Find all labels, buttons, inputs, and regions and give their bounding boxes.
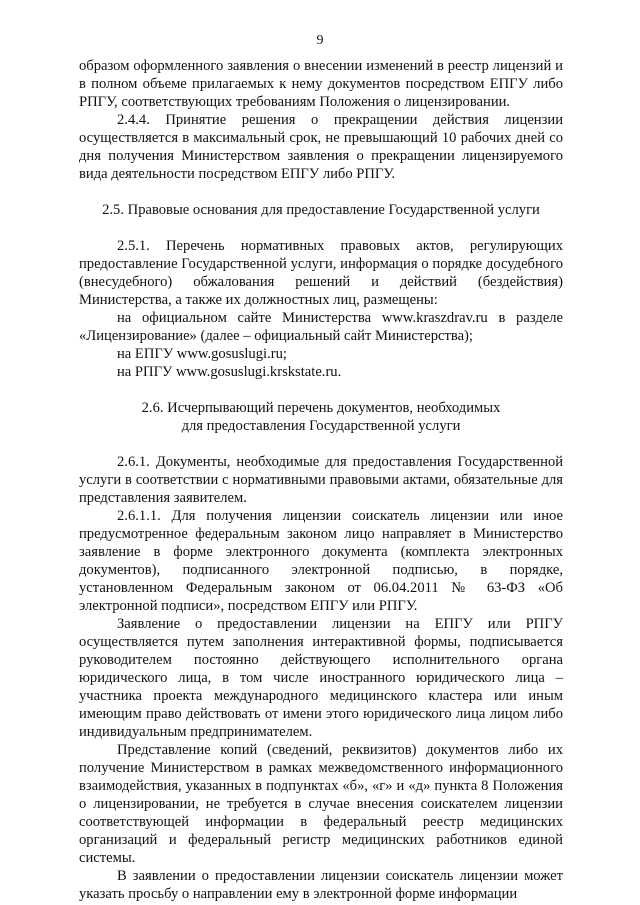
section-heading-line: 2.6. Исчерпывающий перечень документов, необходимых (141, 400, 501, 416)
paragraph-application: Заявление о предоставлении лицензии на ЕПГУ или РПГУ осуществляется путем заполнения интерактивной формы, подписывается руководителем постоянно действующего исполнительного органа юридического лица, в том числе иностранного юридического лица – участника проекта международного медицинского кластера или иным имеющим право действовать от имени этого юридического лица лицом либо индивидуальным предпринимателем. (79, 616, 563, 740)
paragraph-2-6-1-1: 2.6.1.1. Для получения лицензии соискатель лицензии или иное предусмотренное федеральным законом лицо направляет в Министерство заявление в форме электронного документа (комплекта электронных документов), подписанного электронной подписью, в порядке, установленном Федеральным законом от 06.04.2011 № 63-ФЗ «Об электронной подписи», посредством ЕПГУ или РПГУ. (79, 508, 563, 614)
paragraph-copies: Представление копий (сведений, реквизитов) документов либо их получение Министерством в рамках межведомственного информационного взаимодействия, указанных в подпунктах «б», «г» и «д» пункта 8 Положения о лицензировании, не требуется в случае внесения соискателем лицензии соответствующей информации в федеральный реестр медицинских организаций и федеральный регистр медицинских работников единой системы. (79, 742, 563, 866)
section-heading-2-6 (79, 399, 563, 435)
paragraph-2-6-1: 2.6.1. Документы, необходимые для предоставления Государственной услуги в соответствии с нормативными правовыми актами, обязательные для представления заявителем. (79, 454, 563, 506)
section-heading-2-5: 2.5. Правовые основания для предоставление Государственной услуги (102, 202, 540, 218)
paragraph-2-4-4: 2.4.4. Принятие решения о прекращении действия лицензии осуществляется в максимальный срок, не превышающий 10 рабочих дней со дня получения Министерством заявления о прекращении лицензируемого вида деятельности посредством ЕПГУ либо РПГУ. (79, 112, 563, 182)
paragraph-2-5-1: 2.5.1. Перечень нормативных правовых актов, регулирующих предоставление Государственной услуги, информация о порядке досудебного (внесудебного) обжалования решений и действий (бездействия) Министерства, а также их должностных лиц, размещены: (79, 238, 563, 308)
paragraph-rpgu: на РПГУ www.gosuslugi.krskstate.ru. (117, 364, 342, 380)
section-heading-line: для предоставления Государственной услуги (181, 418, 461, 434)
document-body (79, 57, 563, 903)
paragraph-official-site: на официальном сайте Министерства www.kraszdrav.ru в разделе «Лицензирование» (далее – официальный сайт Министерства); (79, 310, 563, 344)
page-number: 9 (316, 33, 324, 48)
paragraph-request: В заявлении о предоставлении лицензии соискатель лицензии может указать просьбу о направлении ему в электронной форме информации (79, 868, 563, 902)
paragraph: образом оформленного заявления о внесении изменений в реестр лицензий и в полном объеме прилагаемых к нему документов посредством ЕПГУ либо РПГУ, соответствующих требованиям Положения о лицензировании. (79, 58, 563, 110)
paragraph-epgu: на ЕПГУ www.gosuslugi.ru; (117, 346, 287, 362)
